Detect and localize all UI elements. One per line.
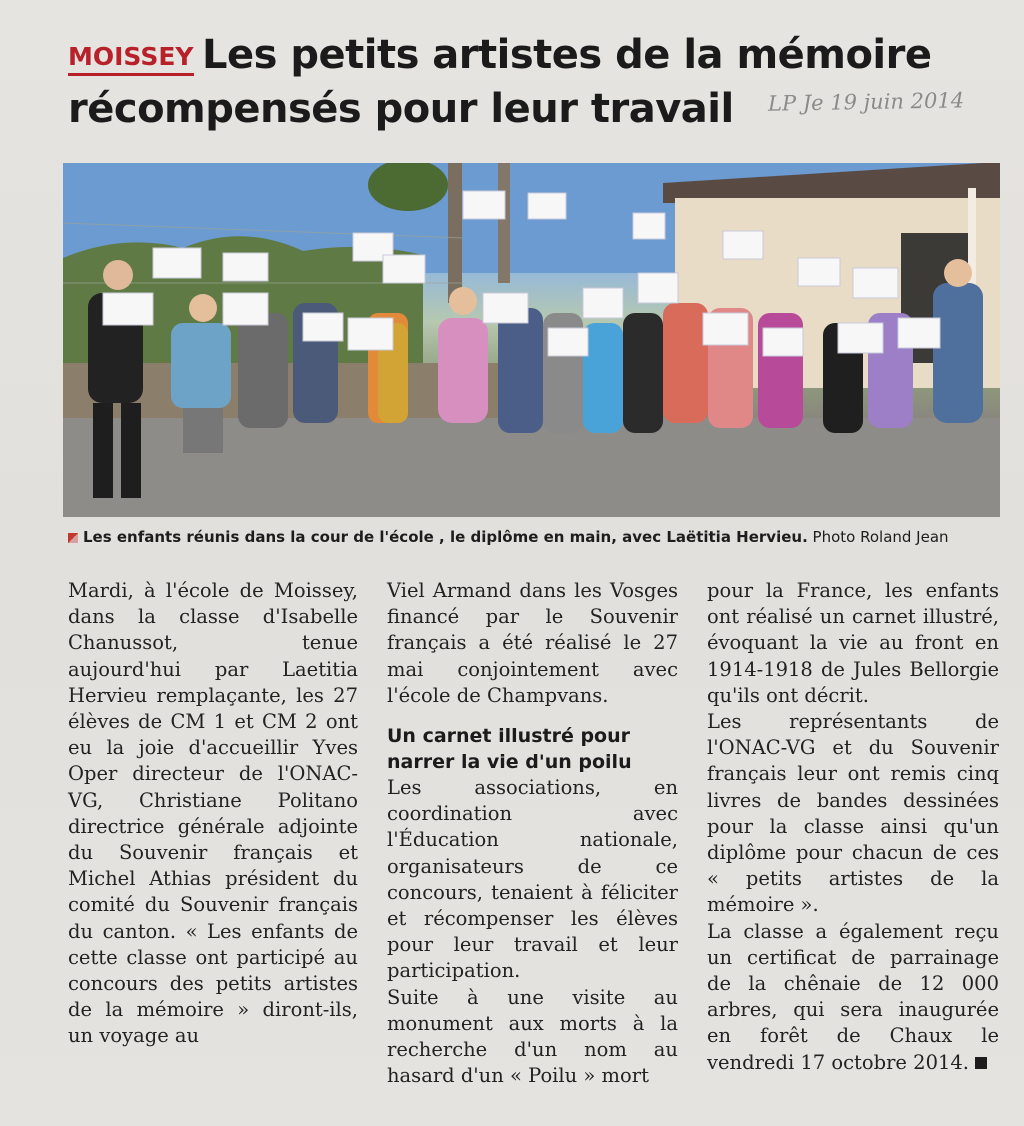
article-column-1 bbox=[68, 578, 358, 1050]
photo-caption bbox=[68, 526, 998, 548]
caption-text: Les enfants réunis dans la cour de l'école , le diplôme en main, avec Laëtitia Hervieu. bbox=[83, 528, 808, 546]
column-1-text: Mardi, à l'école de Moissey, dans la classe d'Isabelle Chanussot, tenue aujourd'hui par Laetitia Hervieu remplaçante, les 27 élèves de CM 1 et CM 2 ont eu la joie d'accueillir Yves Oper directeur de l'ONAC-VG, Christiane Politano directrice générale adjointe du Souvenir français et Michel Athias président du comité du Souvenir français du canton. « Les enfants de cette classe ont participé au concours des petits artistes de la mémoire » diront-ils, un voyage au bbox=[68, 579, 358, 1048]
photo-illustration bbox=[63, 163, 1000, 517]
column-3-paragraph-3 bbox=[707, 919, 999, 1076]
article-column-2 bbox=[387, 578, 678, 1089]
end-of-article-icon bbox=[975, 1057, 987, 1069]
group-photo bbox=[63, 163, 1000, 517]
column-2-paragraph-1: Les associations, en coordination avec l'Éducation nationale, organisateurs de ce concours, tenaient à féliciter et récompenser les élèves pour leur travail et leur participation. bbox=[387, 776, 678, 983]
caption-bullet-icon bbox=[68, 533, 78, 543]
handwritten-date-note: LP Je 19 juin 2014 bbox=[767, 88, 965, 116]
column-3-paragraph-1: pour la France, les enfants ont réalisé un carnet illustré, évoquant la vie au front en 1914-1918 de Jules Bellorgie qu'ils ont décrit. bbox=[707, 579, 999, 707]
column-2-intro: Viel Armand dans les Vosges financé par le Souvenir français a été réalisé le 27 mai conjointement avec l'école de Champvans. bbox=[387, 579, 678, 707]
photo-credit: Photo Roland Jean bbox=[812, 528, 949, 546]
column-2-paragraph-2: Suite à une visite au monument aux morts à la recherche d'un nom au hasard d'un « Poilu » mort bbox=[387, 985, 678, 1088]
column-3-paragraph-3-text: La classe a également reçu un certificat de parrainage de la chênaie de 12 000 arbres, qui sera inaugurée en forêt de Chaux le vendredi 17 octobre 2014. bbox=[707, 919, 999, 1074]
headline: Les petits artistes de la mémoire récompensés pour leur travail bbox=[68, 32, 932, 132]
kicker-location: MOISSEY bbox=[68, 42, 194, 76]
article-column-3 bbox=[707, 578, 999, 1076]
subheading: Un carnet illustré pour narrer la vie d'un poilu bbox=[387, 725, 632, 774]
column-3-paragraph-2: Les représentants de l'ONAC-VG et du Souvenir français leur ont remis cinq livres de bandes dessinées pour la classe ainsi qu'un diplôme pour chacun de ces « petits artistes de la mémoire ». bbox=[707, 710, 999, 917]
